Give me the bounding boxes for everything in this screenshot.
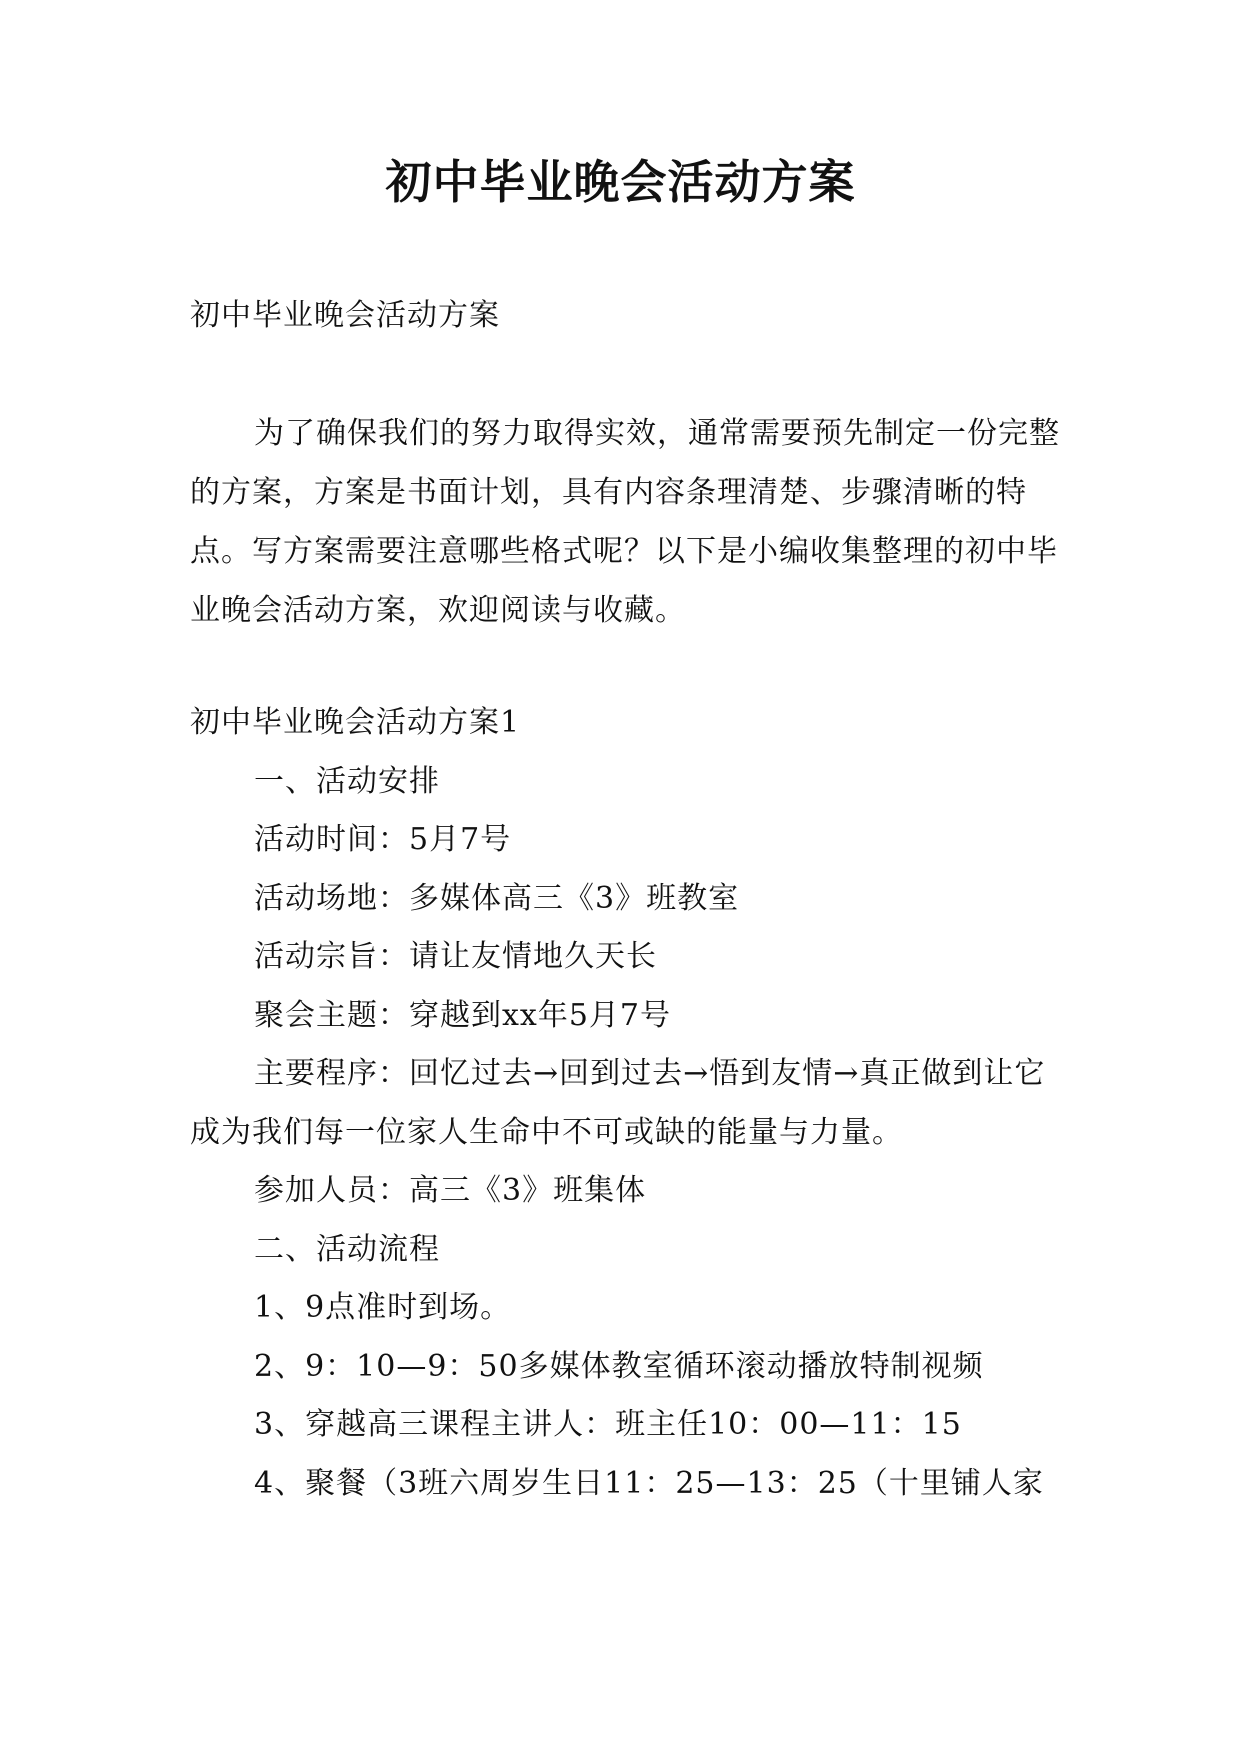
section-line: 活动宗旨：请让友情地久天长 bbox=[254, 939, 657, 974]
section-line: 二、活动流程 bbox=[254, 1231, 440, 1267]
section-line: 活动场地：多媒体高三《3》班教室 bbox=[254, 880, 740, 916]
section-line: 1、9点准时到场。 bbox=[254, 1290, 512, 1325]
document-title: 初中毕业晚会活动方案 bbox=[385, 155, 856, 209]
section-line: 3、穿越高三课程主讲人：班主任10：00—11：15 bbox=[254, 1407, 962, 1442]
section-line: 活动时间：5月7号 bbox=[254, 822, 512, 857]
intro-paragraph: 为了确保我们的努力取得实效，通常需要预先制定一份完整的方案，方案是书面计划，具有内容条理清楚、步骤清晰的特点。写方案需要注意哪些格式呢？以下是小编收集整理的初中毕业晚会活动方案，欢迎阅读与收藏。 bbox=[190, 416, 1060, 628]
section-line: 聚会主题：穿越到xx年5月7号 bbox=[254, 997, 672, 1033]
document-subtitle: 初中毕业晚会活动方案 bbox=[190, 298, 500, 333]
section-line: 主要程序：回忆过去→回到过去→悟到友情→真正做到让它成为我们每一位家人生命中不可或缺的能量与力量。 bbox=[190, 1056, 1046, 1150]
section-line: 2、9：10—9：50多媒体教室循环滚动播放特制视频 bbox=[254, 1348, 984, 1384]
section-line: 参加人员：高三《3》班集体 bbox=[254, 1173, 647, 1208]
section-1-heading: 初中毕业晚会活动方案1 bbox=[190, 705, 521, 740]
section-line: 一、活动安排 bbox=[254, 763, 440, 799]
section-line: 4、聚餐（3班六周岁生日11：25—13：25（十里铺人家 bbox=[254, 1465, 1044, 1501]
section-1 bbox=[190, 694, 1060, 1513]
